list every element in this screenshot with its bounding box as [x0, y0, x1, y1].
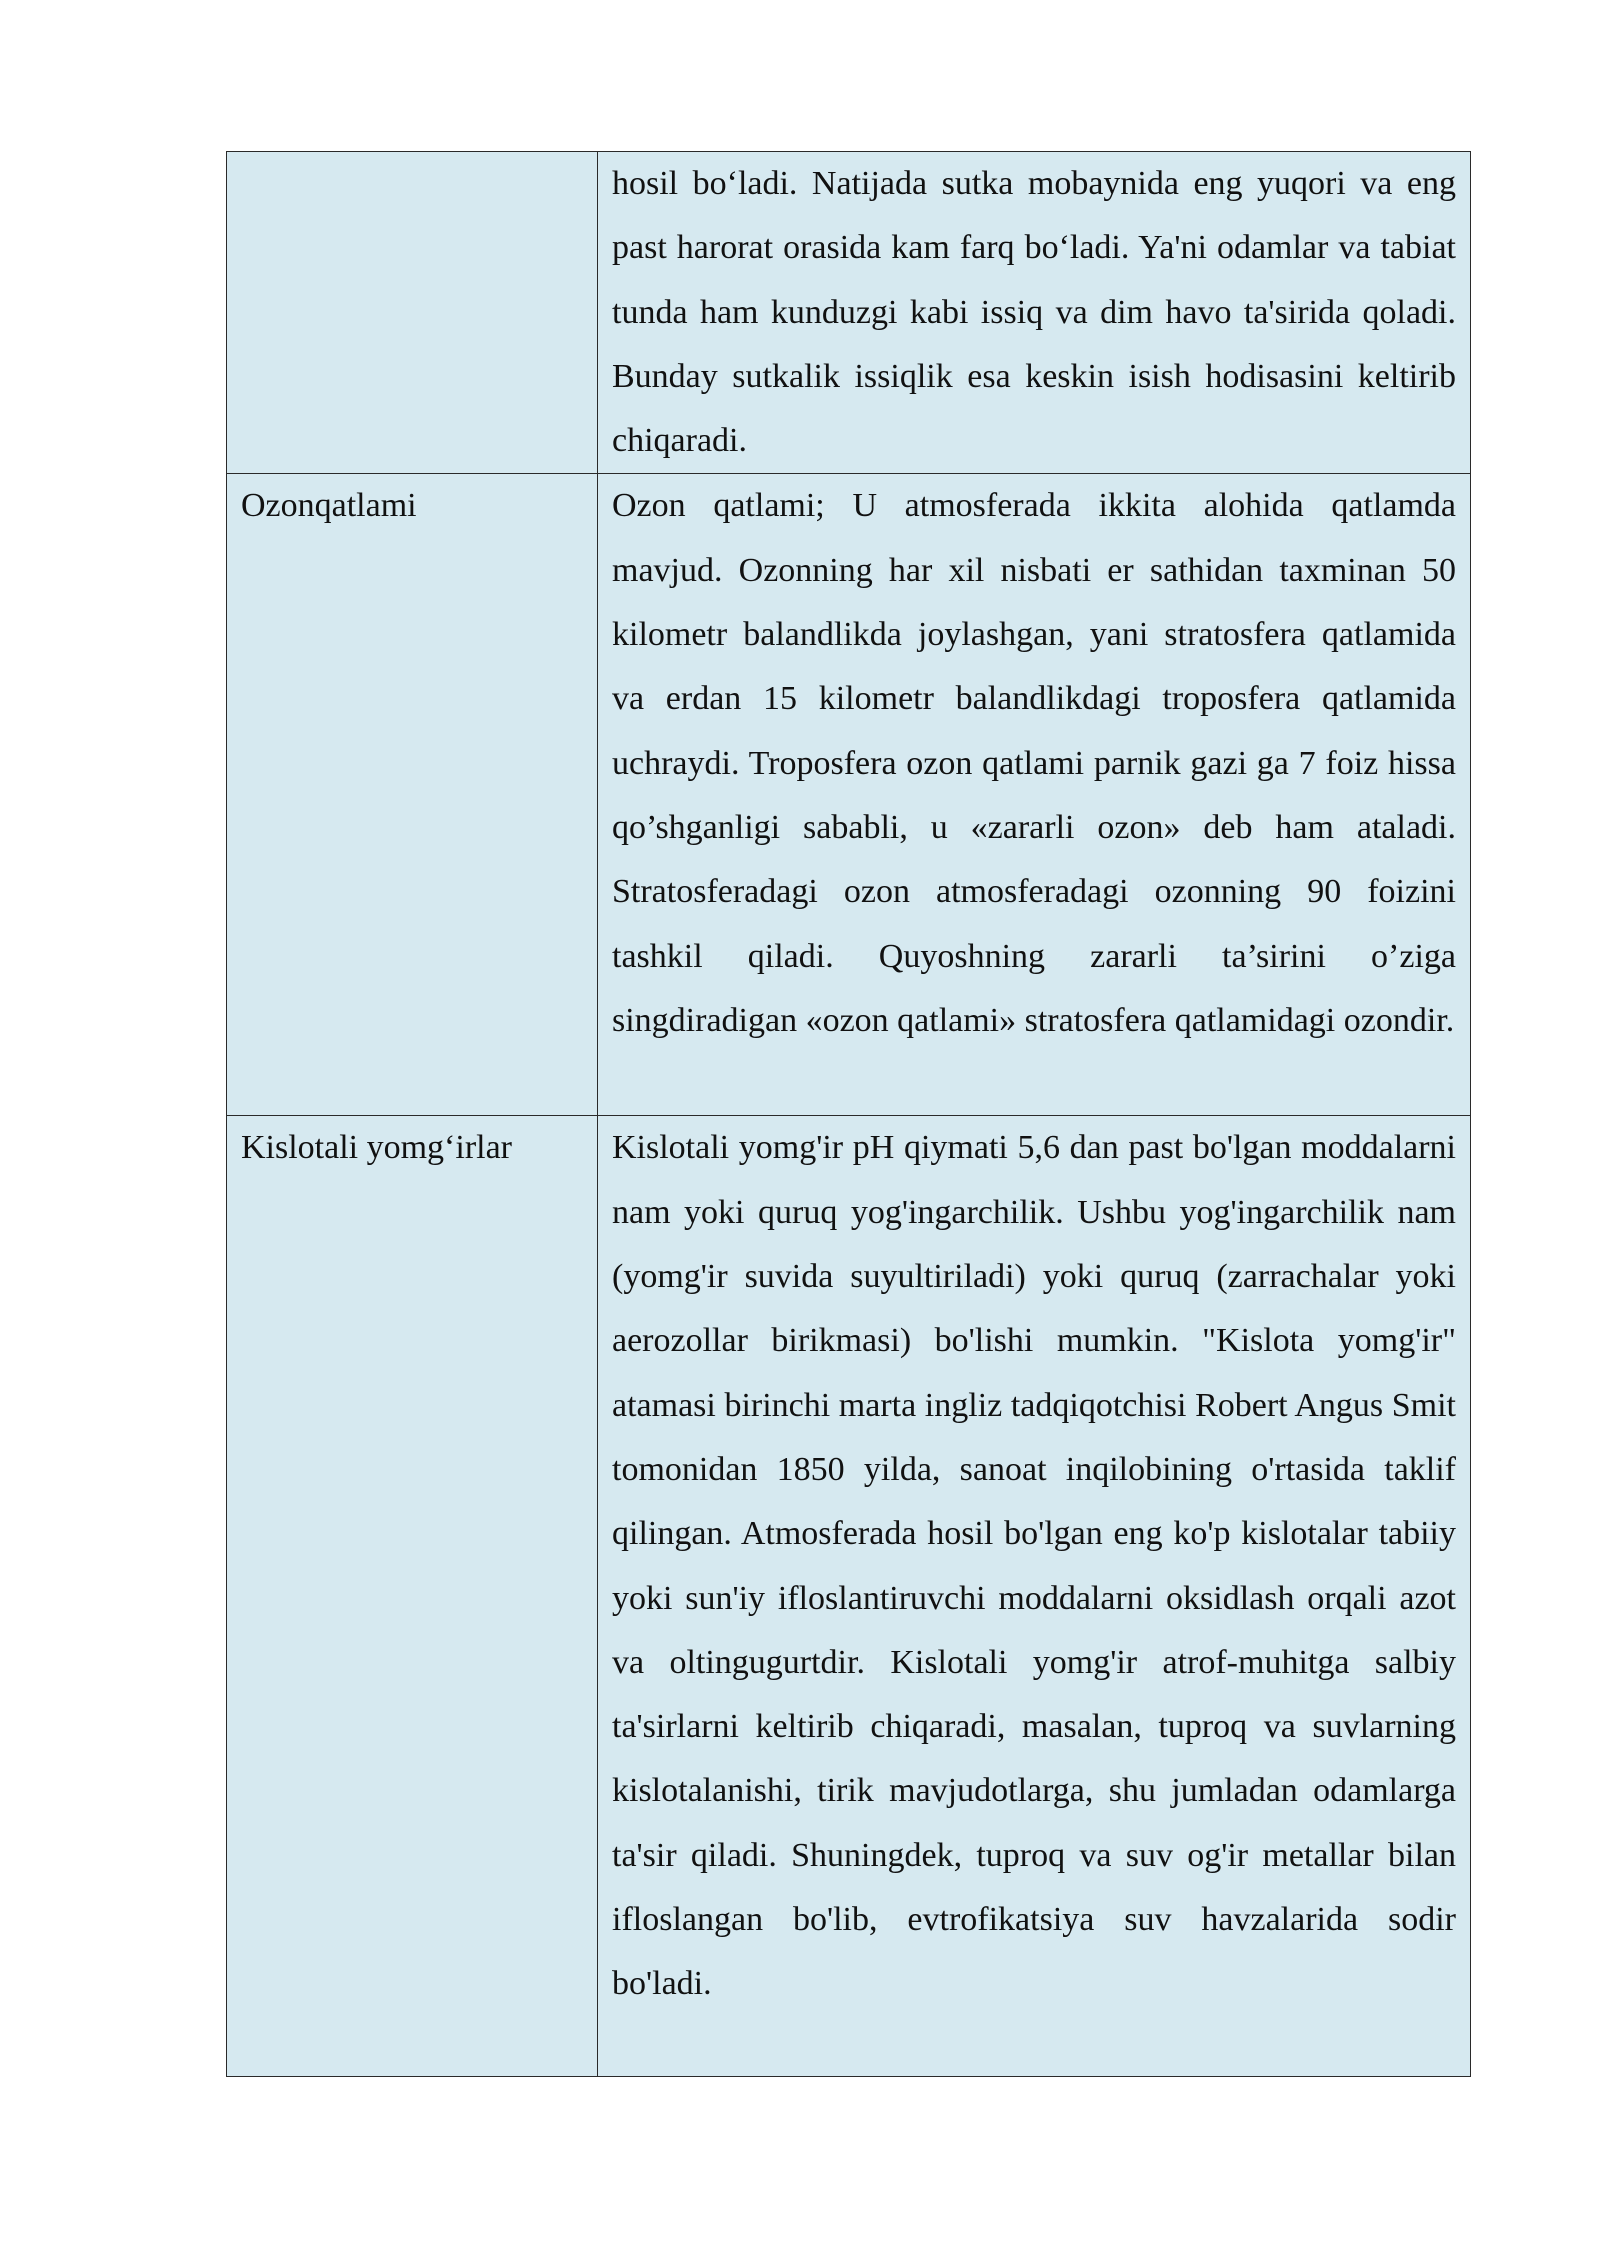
definition-cell: Ozon qatlami; U atmosferada ikkita alohida qatlamda mavjud. Ozonning har xil nisbati er sathidan taxminan 50 kilometr balandlikda joylashgan, yani stratosfera qatlamida va erdan 15 kilometr balandlikdagi troposfera qatlamida uchraydi. Troposfera ozon qatlami parnik gazi ga 7 foiz hissa qo’shganligi sababli, u «zararli ozon» deb ham ataladi. Stratosferadagi ozon atmosferadagi ozonning 90 foizini tashkil qiladi. Quyoshning zararli ta’sirini o’ziga singdiradigan «ozon qatlami» stratosfera qatlamidagi ozondir.: [598, 474, 1471, 1116]
table-row: [227, 152, 1471, 474]
glossary-table: [226, 151, 1471, 2077]
table-row: [227, 474, 1471, 1116]
table-row: [227, 1116, 1471, 2077]
term-cell: Kislotali yomg‘irlar: [227, 1116, 598, 2077]
definition-cell: hosil bo‘ladi. Natijada sutka mobaynida eng yuqori va eng past harorat orasida kam farq bo‘ladi. Ya'ni odamlar va tabiat tunda ham kunduzgi kabi issiq va dim havo ta'sirida qoladi. Bunday sutkalik issiqlik esa keskin isish hodisasini keltirib chiqaradi.: [598, 152, 1471, 474]
term-cell: Ozonqatlami: [227, 474, 598, 1116]
term-cell: [227, 152, 598, 474]
definition-cell: Kislotali yomg'ir pH qiymati 5,6 dan past bo'lgan moddalarni nam yoki quruq yog'ingarchilik. Ushbu yog'ingarchilik nam (yomg'ir suvida suyultiriladi) yoki quruq (zarrachalar yoki aerozollar birikmasi) bo'lishi mumkin. "Kislota yomg'ir" atamasi birinchi marta ingliz tadqiqotchisi Robert Angus Smit tomonidan 1850 yilda, sanoat inqilobining o'rtasida taklif qilingan. Atmosferada hosil bo'lgan eng ko'p kislotalar tabiiy yoki sun'iy ifloslantiruvchi moddalarni oksidlash orqali azot va oltingugurtdir. Kislotali yomg'ir atrof-muhitga salbiy ta'sirlarni keltirib chiqaradi, masalan, tuproq va suvlarning kislotalanishi, tirik mavjudotlarga, shu jumladan odamlarga ta'sir qiladi. Shuningdek, tuproq va suv og'ir metallar bilan ifloslangan bo'lib, evtrofikatsiya suv havzalarida sodir bo'ladi.: [598, 1116, 1471, 2077]
